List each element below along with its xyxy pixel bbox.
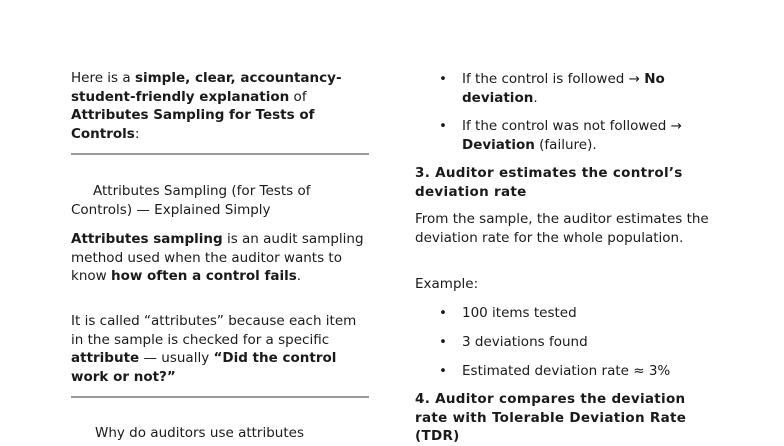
intro-bold: simple, clear, accountancy-student-friendly explanation: [71, 70, 342, 105]
why-title-text: Why do auditors use attributes: [95, 425, 304, 441]
definition-paragraph: [71, 230, 369, 286]
divider-2: [71, 396, 369, 398]
step3-text-span: From the sample, the auditor estimates the deviation rate for the whole population.: [415, 211, 709, 246]
called-paragraph: [71, 312, 369, 386]
example-item-1: 100 items tested: [462, 305, 577, 321]
intro-mid: of: [289, 88, 307, 105]
step3-title: [415, 164, 715, 201]
called-question: “Did the control work or not?”: [71, 350, 337, 385]
example-item-2: 3 deviations found: [462, 334, 588, 350]
example-item-3: Estimated deviation rate ≈ 3%: [462, 363, 671, 379]
bullet1-bold: No deviation: [462, 71, 665, 106]
step3-text: [415, 210, 715, 247]
bullet2-end: (failure).: [534, 136, 597, 153]
bullet-text: [462, 117, 722, 154]
bullet-dot: •: [439, 305, 447, 321]
intro-topic: Attributes Sampling for Tests of Controls: [71, 107, 315, 142]
example-label: [415, 275, 715, 294]
bullet-dot: •: [439, 118, 447, 134]
bullet1-pre: If the control is followed →: [462, 71, 645, 87]
divider-1: [71, 153, 369, 155]
called-bold: attribute: [71, 350, 140, 366]
bullet-text: [462, 70, 722, 107]
def-bold: how often a control fails: [110, 268, 297, 284]
step3-title-text: 3. Auditor estimates the control’s deviation rate: [415, 165, 683, 200]
why-title: [95, 424, 375, 443]
section-title-text: Attributes Sampling (for Tests of Controls) — Explained Simply: [71, 183, 311, 218]
intro-paragraph: [71, 69, 369, 143]
example-label-text: Example:: [415, 276, 479, 292]
step4-title-text: 4. Auditor compares the deviation rate with Tolerable Deviation Rate (TDR): [415, 391, 687, 444]
section-title: [71, 182, 369, 219]
bullet1-end: .: [533, 89, 538, 106]
def-text: is an audit sampling method used when the auditor wants to know: [71, 231, 364, 284]
bullet-dot: •: [439, 71, 447, 87]
bullet2-pre: If the control was not followed →: [462, 118, 682, 134]
intro-pre: Here is a: [71, 70, 135, 86]
def-term: Attributes sampling: [71, 231, 223, 247]
called-mid: — usually: [139, 350, 214, 366]
intro-post: :: [134, 125, 140, 142]
called-pre: It is called “attributes” because each item in the sample is checked for a specific: [71, 313, 357, 348]
def-end: .: [296, 268, 302, 284]
bullet-dot: •: [439, 363, 447, 379]
bullet-dot: •: [439, 334, 447, 350]
step4-title: [415, 390, 715, 446]
bullet2-bold: Deviation: [462, 136, 535, 153]
